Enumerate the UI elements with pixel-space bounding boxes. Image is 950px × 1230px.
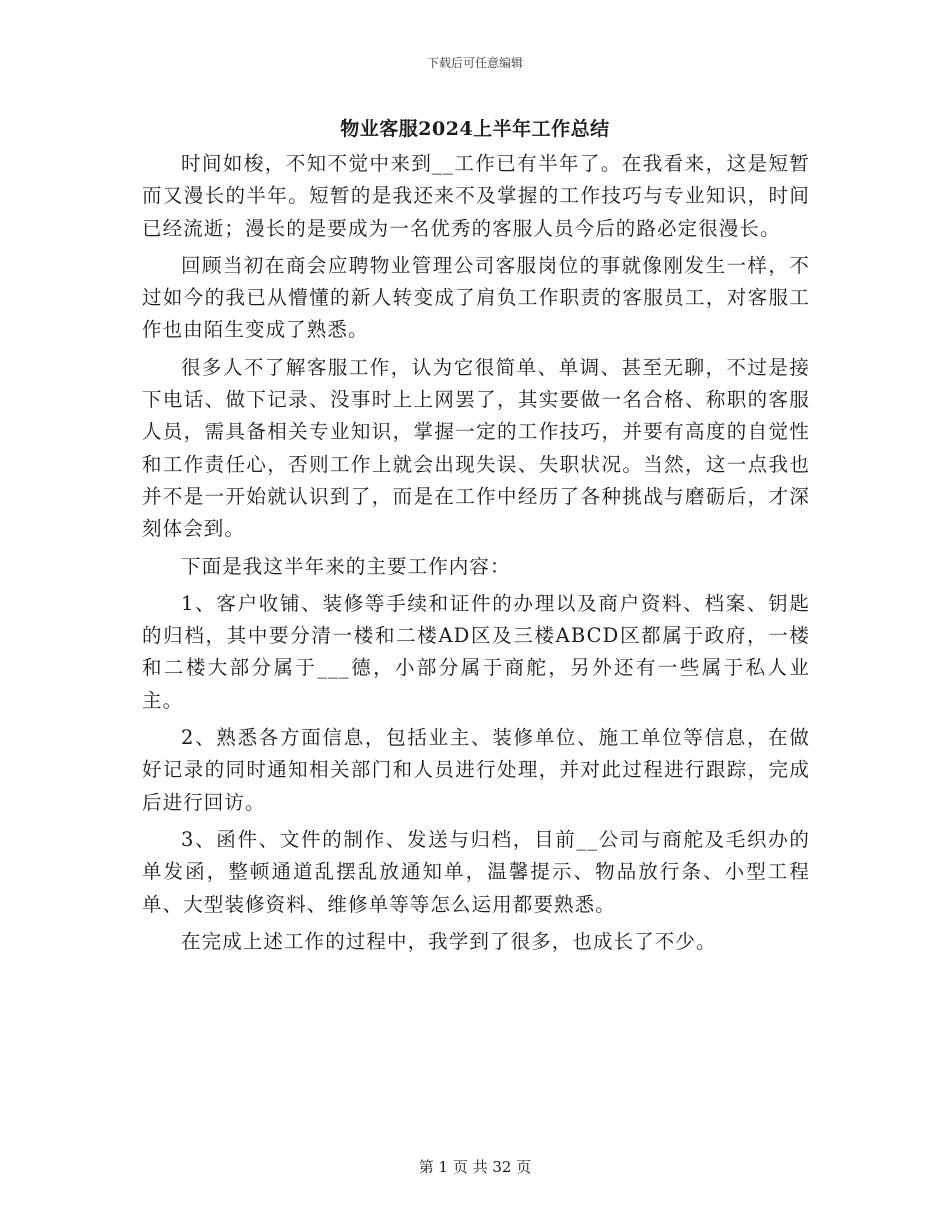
body-paragraph: 回顾当初在商会应聘物业管理公司客服岗位的事就像刚发生一样，不过如今的我已从懵懂的新人转变成了肩负工作职责的客服员工，对客服工作也由陌生变成了熟悉。 [142,253,810,342]
document-body [142,148,810,963]
body-paragraph: 下面是我这半年来的主要工作内容： [181,554,511,578]
body-paragraph: 时间如梭，不知不觉中来到__工作已有半年了。在我看来，这是短暂而又漫长的半年。短暂的是我还来不及掌握的工作技巧与专业知识，时间已经流逝；漫长的是要成为一名优秀的客服人员今后的路必定很漫长。 [142,152,810,240]
body-paragraph: 1、客户收铺、装修等手续和证件的办理以及商户资料、档案、钥匙的归档，其中要分清一楼和二楼AD区及三楼ABCD区都属于政府，一楼和二楼大部分属于___德，小部分属于商舵，另外还有一些属于私人业主。 [142,591,810,712]
header-note: 下载后可任意编辑 [426,56,523,70]
body-paragraph: 在完成上述工作的过程中，我学到了很多，也成长了不少。 [181,929,717,953]
body-paragraph: 很多人不了解客服工作，认为它很简单、单调、甚至无聊，不过是接下电话、做下记录、没事时上上网罢了，其实要做一名合格、称职的客服人员，需具备相关专业知识，掌握一定的工作技巧，并要有高度的自觉性和工作责任心，否则工作上就会出现失误、失职状况。当然，这一点我也并不是一开始就认识到了，而是在工作中经历了各种挑战与磨砺后，才深刻体会到。 [142,355,810,541]
document-title: 物业客服2024上半年工作总结 [340,118,610,140]
body-paragraph: 3、函件、文件的制作、发送与归档，目前__公司与商舵及毛织办的单发函，整顿通道乱摆乱放通知单，温馨提示、物品放行条、小型工程单、大型装修资料、维修单等等怎么运用都要熟悉。 [142,827,810,916]
page-number: 第 1 页 共 32 页 [418,1158,532,1176]
body-paragraph: 2、熟悉各方面信息，包括业主、装修单位、施工单位等信息，在做好记录的同时通知相关部门和人员进行处理，并对此过程进行跟踪，完成后进行回访。 [142,726,810,814]
